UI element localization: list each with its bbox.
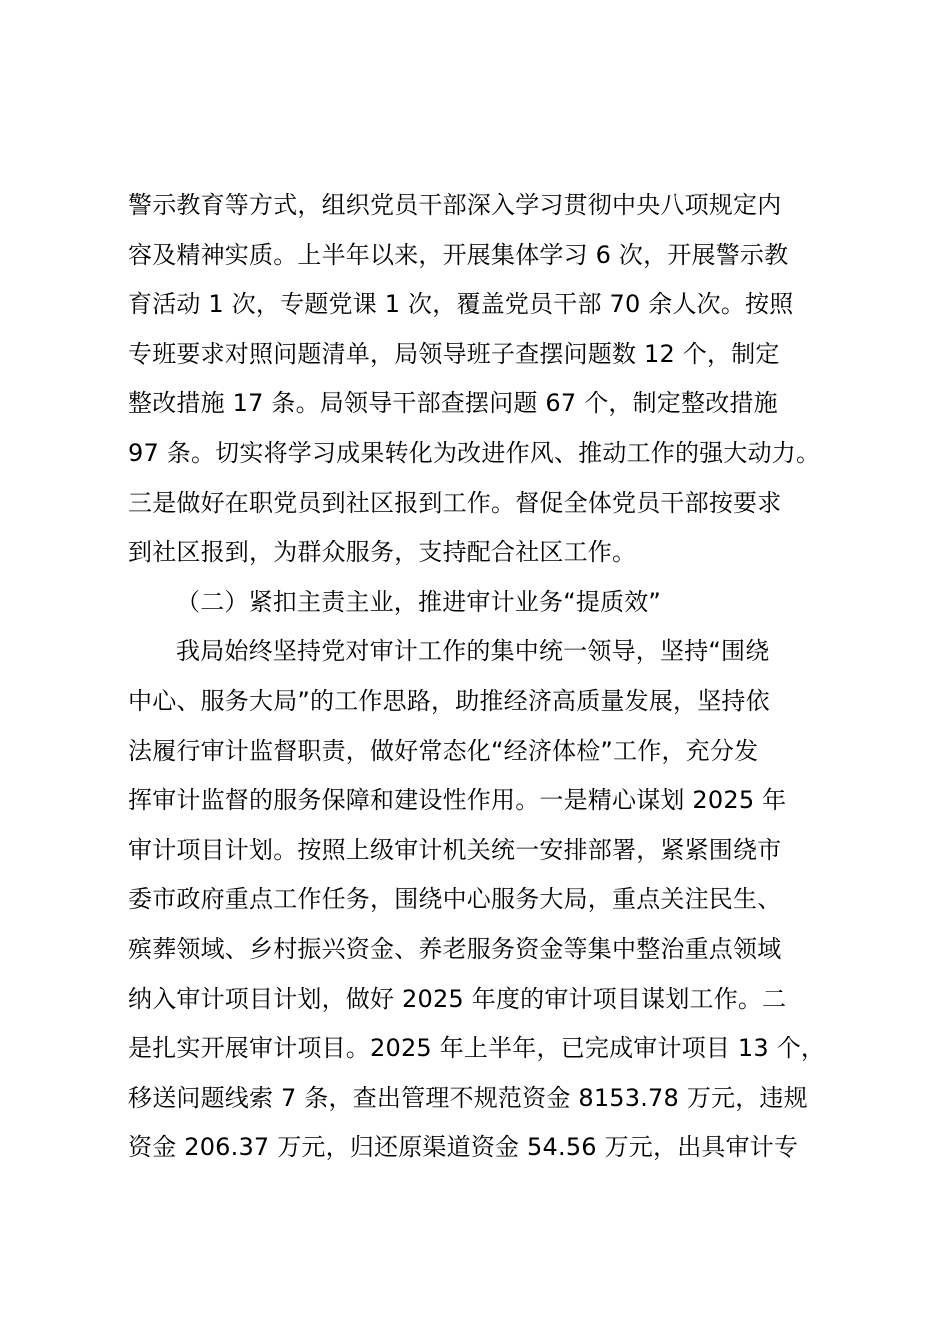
text-line: 97 条。切实将学习成果转化为改进作风、推动工作的强大动力。	[128, 438, 821, 467]
text-line: 移送问题线索 7 条，查出管理不规范资金 8153.78 万元，违规	[128, 1083, 808, 1112]
paragraph-start-line: 我局始终坚持党对审计工作的集中统一领导，坚持“围绕	[176, 637, 770, 666]
text-line: 委市政府重点工作任务，围绕中心服务大局，重点关注民生、	[128, 885, 782, 914]
text-line: 挥审计监督的服务保障和建设性作用。一是精心谋划 2025 年	[128, 786, 787, 815]
text-line: 法履行审计监督职责，做好常态化“经济体检”工作，充分发	[128, 736, 759, 765]
text-line: 三是做好在职党员到社区报到工作。督促全体党员干部按要求	[128, 488, 782, 517]
body-text	[128, 181, 848, 1173]
text-line: 资金 206.37 万元，归还原渠道资金 54.56 万元，出具审计专	[128, 1133, 799, 1162]
text-line: 到社区报到，为群众服务，支持配合社区工作。	[128, 538, 637, 567]
text-line: 整改措施 17 条。局领导干部查摆问题 67 个，制定整改措施	[128, 389, 778, 418]
text-line: 中心、服务大局”的工作思路，助推经济高质量发展，坚持依	[128, 686, 770, 715]
text-line: 专班要求对照问题清单，局领导班子查摆问题数 12 个，制定	[128, 339, 780, 368]
text-line: 警示教育等方式，组织党员干部深入学习贯彻中央八项规定内	[128, 191, 782, 219]
text-line: 殡葬领域、乡村振兴资金、养老服务资金等集中整治重点领域	[128, 934, 782, 963]
section-heading: （二）紧扣主责主业，推进审计业务“提质效”	[176, 587, 662, 616]
text-line: 容及精神实质。上半年以来，开展集体学习 6 次，开展警示教	[128, 240, 789, 269]
text-line: 是扎实开展审计项目。2025 年上半年，已完成审计项目 13 个，	[128, 1034, 826, 1063]
text-line: 育活动 1 次，专题党课 1 次，覆盖党员干部 70 余人次。按照	[128, 290, 794, 319]
text-line: 审计项目计划。按照上级审计机关统一安排部署，紧紧围绕市	[128, 835, 782, 864]
text-line: 纳入审计项目计划，做好 2025 年度的审计项目谋划工作。二	[128, 984, 787, 1013]
